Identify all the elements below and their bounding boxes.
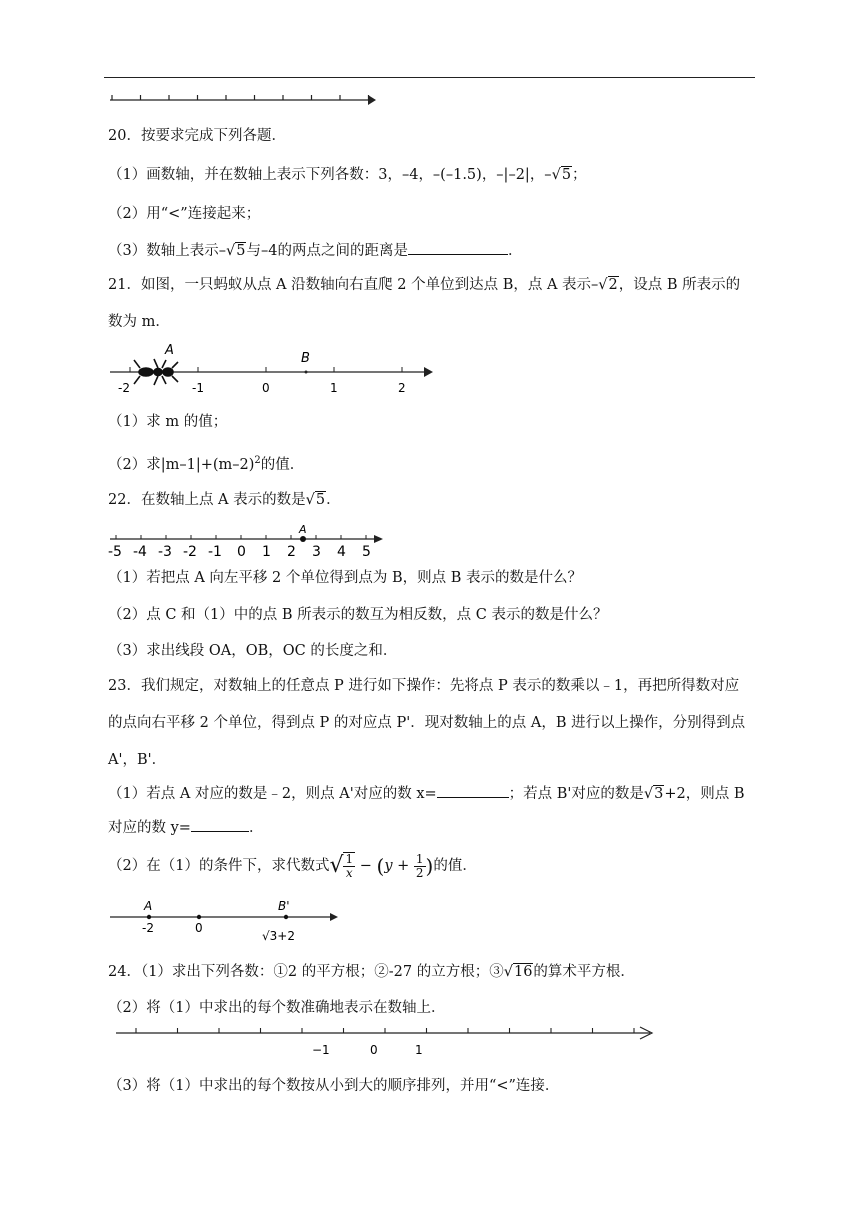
svg-text:A: A — [299, 523, 307, 536]
svg-text:-2: -2 — [142, 921, 154, 935]
tick-label: 2 — [287, 544, 296, 560]
q20-part2: （2）用“<”连接起来； — [108, 206, 261, 222]
label-B: B — [301, 351, 310, 366]
q21-ant-figure — [106, 342, 436, 400]
q19-number-line — [106, 90, 378, 110]
tick-label: -2 — [183, 544, 197, 560]
q23-part2: （2）在（1）的条件下，求代数式√ $\frac{1}{x}$ − (y + $\frac{1}{2}$ )的值． — [108, 851, 477, 880]
svg-text:1: 1 — [330, 381, 338, 395]
q20-part1: （1）画数轴，并在数轴上表示下列各数：3，–4，–(–1.5)，–|–2|，–√5； — [108, 167, 587, 183]
svg-text:0: 0 — [370, 1043, 378, 1057]
point-A — [300, 536, 306, 542]
q24-part2: （2）将（1）中求出的每个数准确地表示在数轴上． — [108, 1000, 446, 1016]
answer-blank-y[interactable] — [191, 817, 249, 832]
q22-part1: （1）若把点 A 向左平移 2 个单位得到点为 B，则点 B 表示的数是什么？ — [108, 570, 582, 586]
q23-part1: （1）若点 A 对应的数是﹣2，则点 A'对应的数 x= ；若点 B'对应的数是√3+2，则点 B — [108, 783, 745, 804]
svg-text:-1: -1 — [192, 381, 204, 395]
svg-text:1: 1 — [415, 1043, 423, 1057]
tick-label: -3 — [158, 544, 172, 560]
svg-text:0: 0 — [262, 381, 270, 395]
q20-part3: （3）数轴上表示–√5与–4的两点之间的距离是 ． — [108, 240, 522, 261]
sqrt-5: √5 — [551, 167, 572, 183]
q24-part1: 24．（1）求出下列各数：①2 的平方根；②-27 的立方根；③√16的算术平方根． — [108, 964, 635, 980]
svg-text:√3+2: √3+2 — [262, 929, 295, 943]
q23-line2: 的点向右平移 2 个单位，得到点 P 的对应点 P'．现对数轴上的点 A，B 进行以上操作，分别得到点 — [108, 715, 746, 731]
q22-number-line — [104, 522, 389, 562]
svg-text:2: 2 — [398, 381, 406, 395]
ant-icon — [134, 359, 178, 385]
tick-label: -4 — [133, 544, 147, 560]
label-A: A — [165, 343, 174, 358]
q23-line3: A'，B'． — [108, 752, 167, 768]
q22-title: 22．在数轴上点 A 表示的数是√5． — [108, 492, 341, 508]
answer-blank-x[interactable] — [437, 783, 509, 798]
q22-part2: （2）点 C 和（1）中的点 B 所表示的数互为相反数，点 C 表示的数是什么？ — [108, 607, 608, 623]
q24-number-line — [112, 1024, 658, 1062]
q23-part1-cont: 对应的数 y= ． — [108, 817, 263, 838]
q20-title: 20．按要求完成下列各题． — [108, 128, 286, 144]
svg-text:A: A — [144, 899, 153, 913]
tick-label: -5 — [108, 544, 122, 560]
q21-part1: （1）求 m 的值； — [108, 414, 228, 430]
svg-text:0: 0 — [195, 921, 203, 935]
q23-line1: 23．我们规定，对数轴上的任意点 P 进行如下操作：先将点 P 表示的数乘以﹣1，再把所得数对应 — [108, 678, 740, 694]
q23-number-line — [106, 896, 342, 944]
q22-part3: （3）求出线段 OA，OB，OC 的长度之和． — [108, 643, 398, 659]
q21-part2: （2）求$|m-1|+(m-2)^2$的值． — [108, 455, 305, 473]
q21-line1: 21．如图，一只蚂蚁从点 A 沿数轴向右直爬 2 个单位到达点 B，点 A 表示–√2，设点 B 所表示的 — [108, 277, 741, 293]
tick-label: 1 — [262, 544, 271, 560]
tick-label: 0 — [237, 544, 246, 560]
tick-label: 3 — [312, 544, 321, 560]
tick-label: 4 — [337, 544, 346, 560]
answer-blank[interactable] — [408, 240, 508, 255]
header-rule — [104, 77, 755, 78]
q21-line2: 数为 m． — [108, 314, 170, 330]
tick-label: 5 — [362, 544, 371, 560]
q24-part3: （3）将（1）中求出的每个数按从小到大的顺序排列，并用“<”连接． — [108, 1078, 560, 1094]
svg-text:-2: -2 — [118, 381, 130, 395]
svg-text:B': B' — [278, 899, 290, 913]
tick-label: -1 — [208, 544, 222, 560]
svg-text:−1: −1 — [312, 1043, 330, 1057]
